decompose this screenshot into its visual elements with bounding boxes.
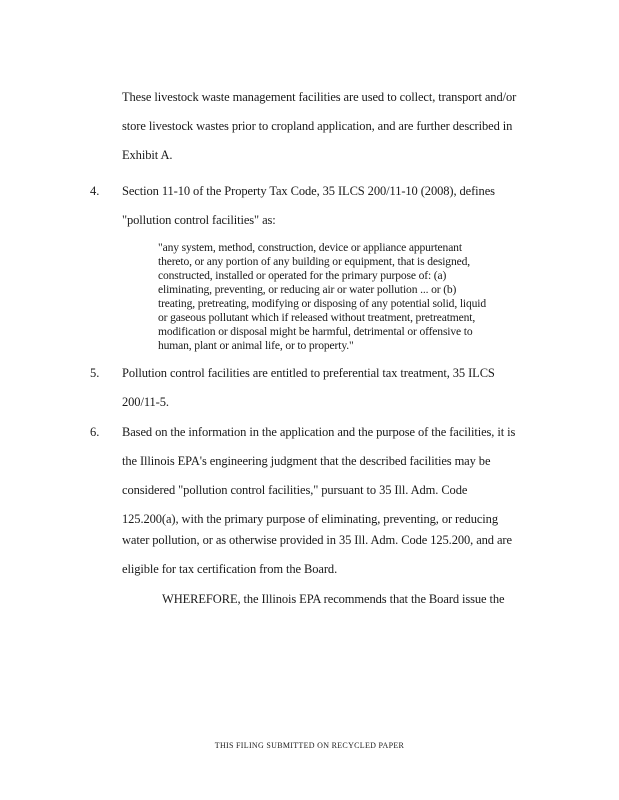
paragraph-line: water pollution, or as otherwise provided in 35 Ill. Adm. Code 125.200, and are [122, 533, 512, 547]
paragraph-line: 125.200(a), with the primary purpose of eliminating, preventing, or reducing [122, 512, 498, 526]
paragraph-line: eligible for tax certification from the Board. [122, 562, 338, 576]
paragraph-number: 4. [90, 184, 100, 198]
paragraph-line: the Illinois EPA's engineering judgment that the described facilities may be [122, 454, 491, 468]
paragraph-number: 6. [90, 425, 100, 439]
paragraph-line: Based on the information in the application and the purpose of the facilities, it is [122, 425, 516, 439]
intro-line: store livestock wastes prior to cropland application, and are further described in [122, 119, 513, 133]
quote-line: treating, pretreating, modifying or disposing of any potential solid, liquid [158, 297, 486, 310]
paragraph-line: "pollution control facilities" as: [122, 213, 276, 227]
quote-line: constructed, installed or operated for the primary purpose of: (a) [158, 269, 447, 282]
intro-line: Exhibit A. [122, 148, 173, 162]
paragraph-line: considered "pollution control facilities," pursuant to 35 Ill. Adm. Code [122, 483, 468, 497]
intro-line: These livestock waste management facilities are used to collect, transport and/or [122, 90, 517, 104]
wherefore-line: WHEREFORE, the Illinois EPA recommends that the Board issue the [162, 592, 505, 606]
quote-line: eliminating, preventing, or reducing air or water pollution ... or (b) [158, 283, 457, 296]
quote-line: or gaseous pollutant which if released without treatment, pretreatment, [158, 311, 476, 324]
quote-line: modification or disposal might be harmful, detrimental or offensive to [158, 325, 473, 338]
quote-line: "any system, method, construction, device or appliance appurtenant [158, 241, 462, 254]
quote-line: thereto, or any portion of any building or equipment, that is designed, [158, 255, 470, 268]
paragraph-line: Pollution control facilities are entitled to preferential tax treatment, 35 ILCS [122, 366, 495, 380]
paragraph-number: 5. [90, 366, 100, 380]
paragraph-line: Section 11-10 of the Property Tax Code, 35 ILCS 200/11-10 (2008), defines [122, 184, 495, 198]
page-footer: THIS FILING SUBMITTED ON RECYCLED PAPER [214, 741, 405, 750]
quote-line: human, plant or animal life, or to property." [158, 339, 354, 352]
paragraph-line: 200/11-5. [122, 395, 169, 409]
